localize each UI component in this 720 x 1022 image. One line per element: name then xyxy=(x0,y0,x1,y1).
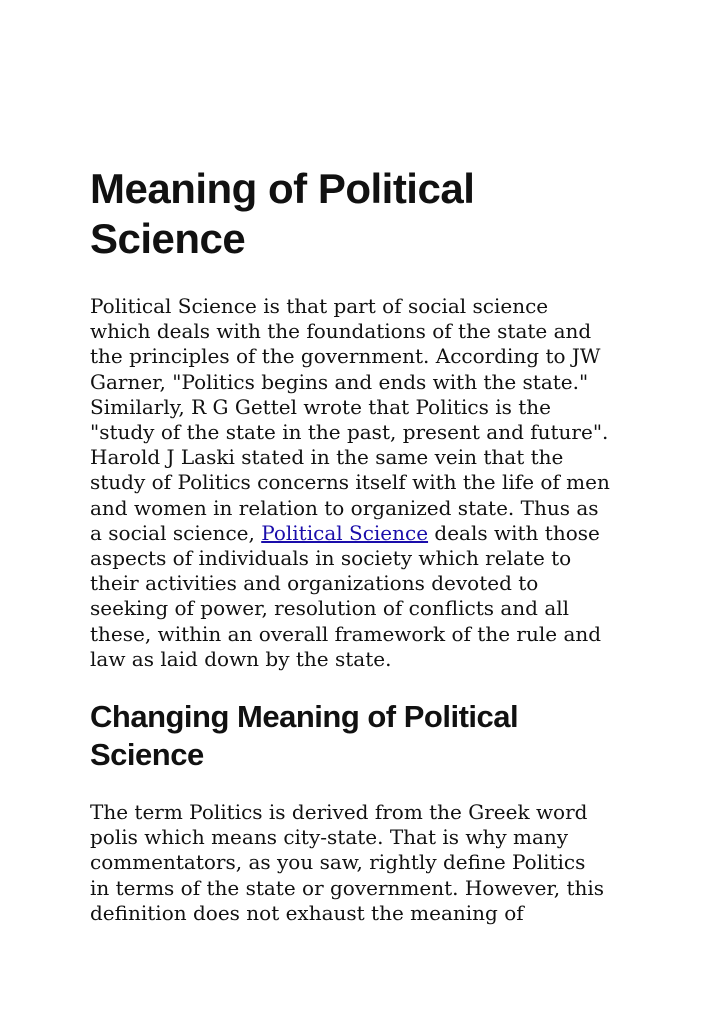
intro-text-after-link: deals with those aspects of individuals in society which relate to their activities and organizations devoted to seeking of power, resolution of conflicts and all these, within an overall framework of the rule and law as laid down by the state. xyxy=(90,520,602,671)
section-heading: Changing Meaning of Political Science xyxy=(90,699,519,773)
section-heading-wrapper xyxy=(90,698,610,774)
intro-text-before-link: Political Science is that part of social science which deals with the foundations of the state and the principles of the government. According to JW Garner, "Politics begins and ends with the state." Similarly, R G Gettel wrote that Politics is the "study of the state in the past, present and future". Harold J Laski stated in the same vein that the study of Politics concerns itself with the life of men and women in relation to organized state. Thus as a social science, xyxy=(90,294,610,545)
political-science-link[interactable]: Political Science xyxy=(261,520,429,545)
article-body xyxy=(90,164,610,926)
section-paragraph: The term Politics is derived from the Greek word polis which means city-state. That is why many commentators, as you saw, rightly define Politics in terms of the state or government. However, this definition does not exhaust the meaning of xyxy=(90,800,605,925)
intro-paragraph xyxy=(90,294,610,672)
page-title: Meaning of Political Science xyxy=(90,165,475,262)
